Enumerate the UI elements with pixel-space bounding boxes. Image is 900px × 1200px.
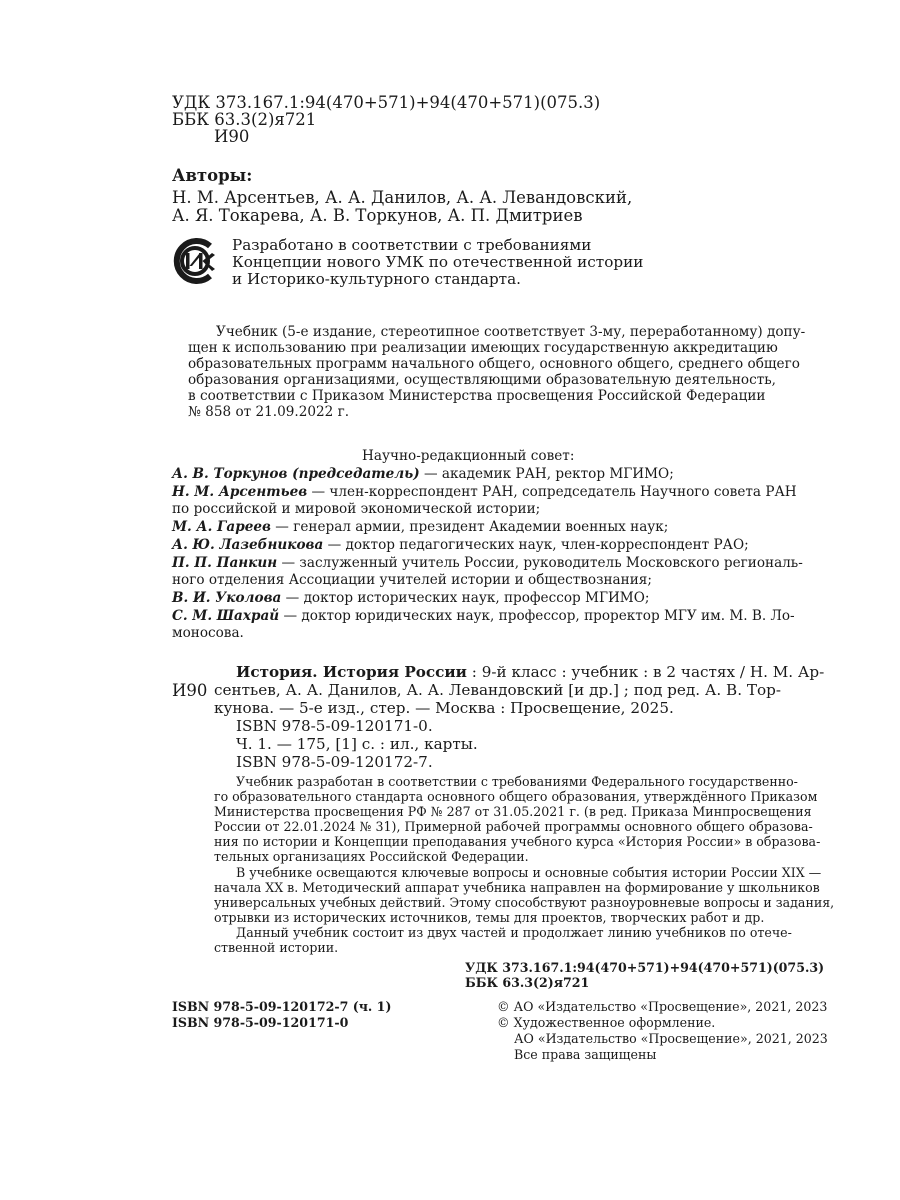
catalog-bbk: ББК 63.3(2)я721 [465, 975, 590, 990]
book-title: История. История России [236, 663, 467, 681]
member-desc: — доктор педагогических наук, член-корреспондент РАО; [323, 537, 749, 553]
copyright-line-3: АО «Издательство «Просвещение», 2021, 2023 [514, 1031, 828, 1046]
member-desc: — доктор исторических наук, профессор МГИМО; [281, 590, 650, 606]
council-member [172, 485, 797, 500]
catalog-isbn-1: ISBN 978-5-09-120171-0. [236, 717, 433, 735]
council-member [172, 467, 674, 482]
umk-line-1: Разработано в соответствии с требованиями [232, 236, 592, 254]
annotation-line: ственной истории. [214, 940, 339, 955]
member-desc: — доктор юридических наук, профессор, проректор МГУ им. М. В. Ло- [279, 608, 795, 624]
member-desc-cont: моносова. [172, 625, 244, 641]
copyright-line-1: © АО «Издательство «Просвещение», 2021, 2023 [497, 999, 828, 1014]
author-code: И90 [214, 127, 250, 146]
authors-line-1: Н. М. Арсентьев, А. А. Данилов, А. А. Левандовский, [172, 188, 633, 207]
rights-reserved: Все права защищены [514, 1047, 657, 1062]
member-name: Н. М. Арсентьев [172, 484, 308, 500]
annotation-line: тельных организациях Российской Федерации. [214, 849, 529, 864]
annotation-line: В учебнике освещаются ключевые вопросы и основные события истории России XIX — [236, 865, 822, 880]
catalog-line-3: кунова. — 5-е изд., стер. — Москва : Просвещение, 2025. [214, 699, 674, 717]
umk-line-2: Концепции нового УМК по отечественной истории [232, 253, 644, 271]
catalog-line-1-rest: : 9-й класс : учебник : в 2 частях / Н. М. Ар- [466, 663, 825, 681]
catalog-line-2: сентьев, А. А. Данилов, А. А. Левандовский [и др.] ; под ред. А. В. Тор- [214, 681, 781, 699]
member-name: С. М. Шахрай [172, 608, 280, 624]
council-member [172, 520, 668, 535]
council-heading: Научно-редакционный совет: [362, 448, 575, 464]
annotation-line: го образовательного стандарта основного общего образования, утверждённого Приказом [214, 789, 818, 804]
umk-line-3: и Историко-культурного стандарта. [232, 270, 521, 288]
catalog-isbn-2: ISBN 978-5-09-120172-7. [236, 753, 433, 771]
bbk-line: ББК 63.3(2)я721 [172, 110, 317, 129]
council-member [172, 591, 649, 606]
annotation-line: России от 22.01.2024 № 31), Примерной рабочей программы основного общего образова- [214, 819, 813, 834]
authors-heading: Авторы: [172, 166, 253, 185]
annotation-line: начала XX в. Методический аппарат учебника направлен на формирование у школьников [214, 880, 820, 895]
annotation-line: Данный учебник состоит из двух частей и продолжает линию учебников по отече- [236, 925, 792, 940]
accreditation-line: в соответствии с Приказом Министерства просвещения Российской Федерации [188, 388, 766, 404]
member-desc: — академик РАН, ректор МГИМО; [419, 466, 674, 482]
council-member [172, 556, 803, 571]
authors-line-2: А. Я. Токарева, А. В. Торкунов, А. П. Дмитриев [172, 206, 583, 225]
member-desc: — генерал армии, президент Академии военных наук; [270, 519, 669, 535]
catalog-udk: УДК 373.167.1:94(470+571)+94(470+571)(075.3) [465, 960, 825, 975]
accreditation-line: Учебник (5-е издание, стереотипное соответствует 3-му, переработанному) допу- [216, 324, 806, 340]
member-name: П. П. Панкин [172, 555, 278, 571]
catalog-title-line [236, 664, 824, 682]
accreditation-line: образования организациями, осуществляющими образовательную деятельность, [188, 372, 776, 388]
copyright-line-2: © Художественное оформление. [497, 1015, 716, 1030]
member-name: В. И. Уколова [172, 590, 282, 606]
member-desc: — член-корреспондент РАН, сопредседатель Научного совета РАН [307, 484, 797, 500]
member-name: М. А. Гареев [172, 519, 271, 535]
council-member [172, 538, 749, 553]
member-desc: — заслуженный учитель России, руководитель Московского региональ- [277, 555, 803, 571]
annotation-line: универсальных учебных действий. Этому способствуют разноуровневые вопросы и задания, [214, 895, 835, 910]
isbn-total: ISBN 978-5-09-120171-0 [172, 1015, 349, 1030]
annotation-line: отрывки из исторических источников, темы для проектов, творческих работ и др. [214, 910, 765, 925]
accreditation-line: № 858 от 21.09.2022 г. [188, 404, 350, 420]
catalog-code: И90 [172, 681, 208, 700]
council-member [172, 609, 795, 624]
catalog-part: Ч. 1. — 175, [1] с. : ил., карты. [236, 735, 478, 753]
member-desc-cont: по российской и мировой экономической истории; [172, 501, 541, 517]
ik-logo-icon [170, 236, 220, 286]
annotation-line: Учебник разработан в соответствии с требованиями Федерального государственно- [236, 774, 798, 789]
member-name: А. В. Торкунов (председатель) [172, 466, 420, 482]
member-name: А. Ю. Лазебникова [172, 537, 324, 553]
annotation-line: ния по истории и Концепции преподавания учебного курса «История России» в образова- [214, 834, 821, 849]
accreditation-line: образовательных программ начального общего, основного общего, среднего общего [188, 356, 800, 372]
accreditation-line: щен к использованию при реализации имеющих государственную аккредитацию [188, 340, 778, 356]
annotation-line: Министерства просвещения РФ № 287 от 31.05.2021 г. (в ред. Приказа Минпросвещения [214, 804, 812, 819]
member-desc-cont: ного отделения Ассоциации учителей истории и обществознания; [172, 572, 652, 588]
isbn-part: ISBN 978-5-09-120172-7 (ч. 1) [172, 999, 392, 1014]
udk-line: УДК 373.167.1:94(470+571)+94(470+571)(075.3) [172, 93, 601, 112]
